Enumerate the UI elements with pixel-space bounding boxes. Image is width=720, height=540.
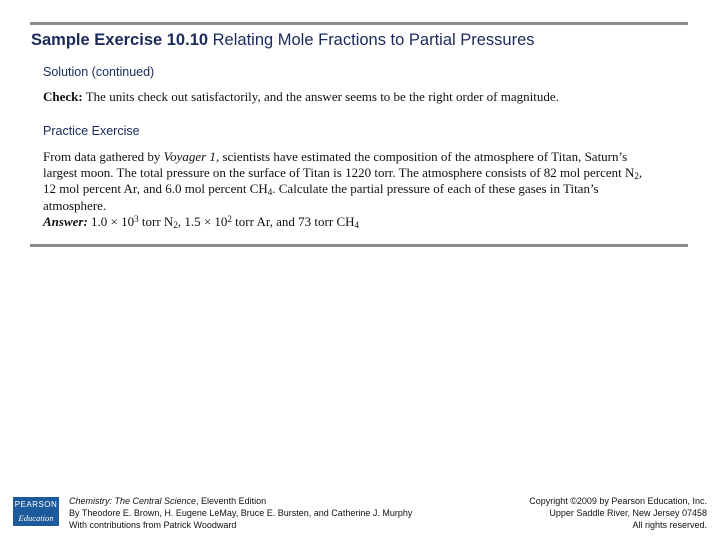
- answer-subscript-ch4: 4: [354, 219, 360, 230]
- book-title: Chemistry: The Central Science: [69, 496, 197, 506]
- logo-subtitle: Education: [18, 513, 54, 523]
- title-exercise-number: Sample Exercise 10.10: [31, 31, 209, 49]
- check-paragraph: [43, 89, 559, 105]
- answer-exponent-1: 3: [134, 213, 139, 224]
- answer-text-1: 1.0 × 10: [91, 213, 135, 229]
- rights-line: All rights reserved.: [632, 520, 707, 530]
- book-edition: , Eleventh Edition: [196, 496, 267, 506]
- pearson-logo: [13, 497, 59, 526]
- title-topic: Relating Mole Fractions to Partial Pressures: [212, 31, 535, 49]
- answer-text-4: torr Ar, and 73 torr CH: [231, 213, 355, 229]
- answer-exponent-2: 2: [227, 213, 232, 224]
- section-divider: [30, 244, 688, 247]
- subscript-ch4: 4: [267, 187, 273, 198]
- logo-wordmark: PEARSON: [14, 500, 58, 509]
- copyright-line: Copyright ©2009 by Pearson Education, Inc.: [529, 496, 707, 506]
- subscript-n2: 2: [634, 171, 639, 182]
- solution-heading: [43, 65, 154, 79]
- spacecraft-name: Voyager 1: [163, 149, 216, 164]
- solution-label: Solution: [43, 65, 89, 79]
- book-title-line: [69, 495, 412, 507]
- practice-exercise-heading: Practice Exercise: [43, 124, 140, 138]
- answer-text-2: torr N: [138, 213, 174, 229]
- publisher-address: Upper Saddle River, New Jersey 07458: [549, 508, 707, 518]
- copyright-notice: [529, 495, 707, 531]
- answer-subscript-n2: 2: [173, 219, 178, 230]
- solution-suffix: (continued): [91, 65, 155, 79]
- problem-text-4: . Calculate the partial pressure of each of these gases in Titan’s atmosphere.: [43, 181, 599, 213]
- practice-problem: [43, 149, 653, 230]
- check-text: The units check out satisfactorily, and the answer seems to be the right order of magnitude.: [85, 89, 559, 104]
- check-label: Check:: [43, 89, 83, 104]
- page-title: [31, 31, 535, 50]
- answer-line: [43, 214, 653, 230]
- problem-text-1: From data gathered by: [43, 149, 164, 164]
- book-citation: [69, 495, 412, 531]
- problem-text-2: , scientists have estimated the composition of the atmosphere of Titan, Saturn’s largest moon. The total pressure on the surface of Titan is 1220 torr. The atmosphere consists of 82 mol percent N: [43, 149, 635, 181]
- answer-label: Answer:: [43, 213, 88, 229]
- problem-text-3: , 12 mol percent Ar, and 6.0 mol percent CH: [43, 165, 643, 197]
- book-contributors: With contributions from Patrick Woodward: [69, 520, 237, 530]
- book-authors: By Theodore E. Brown, H. Eugene LeMay, Bruce E. Bursten, and Catherine J. Murphy: [69, 508, 413, 518]
- answer-text-3: , 1.5 × 10: [177, 213, 228, 229]
- top-divider: [30, 22, 688, 25]
- problem-statement: [43, 149, 653, 214]
